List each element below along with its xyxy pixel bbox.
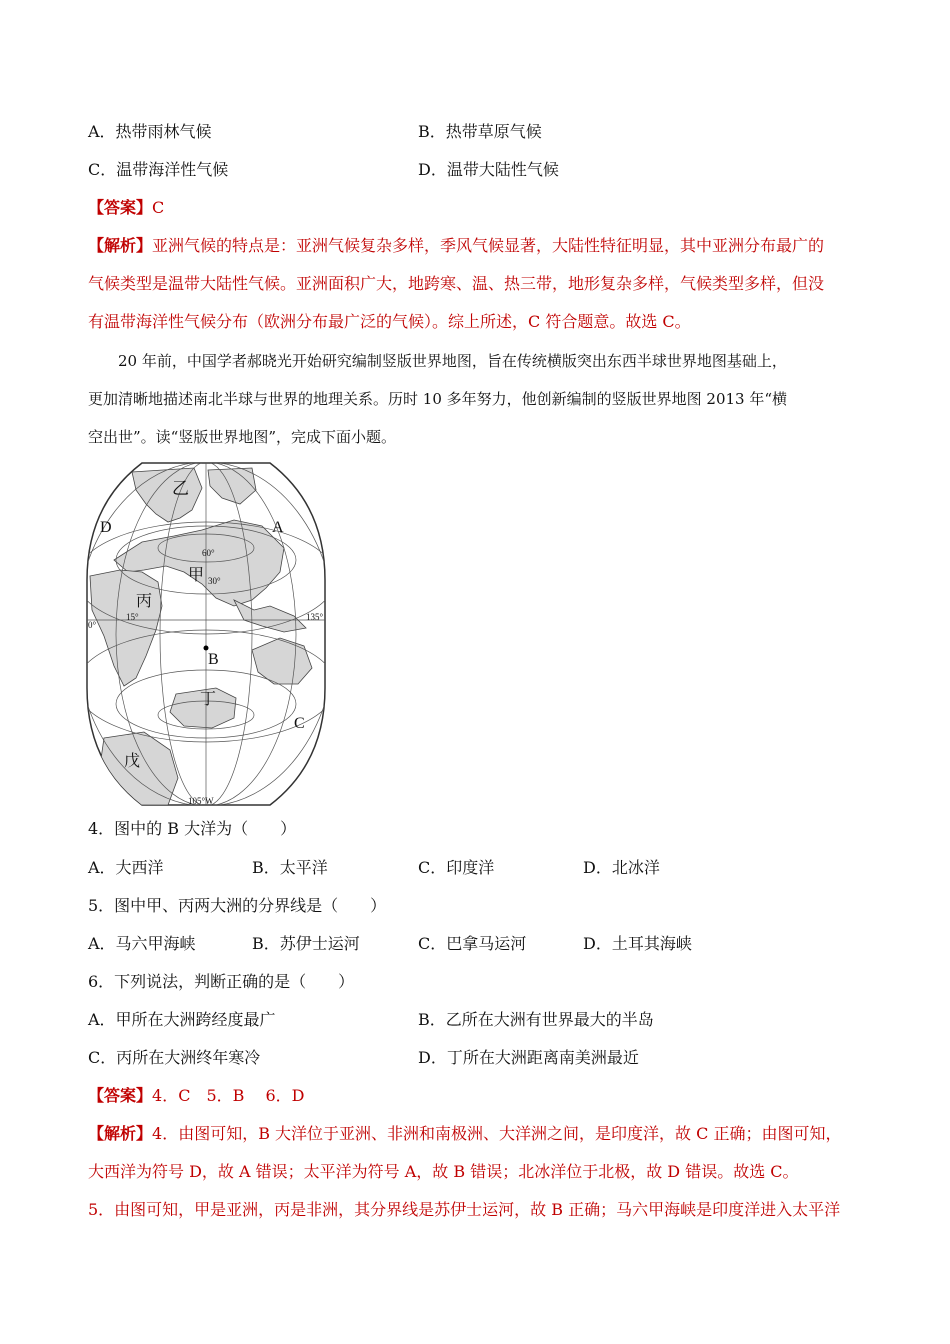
map-label-jia: 甲 (188, 567, 205, 584)
answer-label: 【答案】 (88, 198, 153, 217)
q5-option-c: C．巴拿马运河 (418, 934, 527, 953)
map-label-lon15: 15° (126, 612, 139, 622)
analysis-label: 【解析】 (88, 236, 153, 255)
map-label-lat0: 0° (88, 620, 97, 630)
q6-option-a: A．甲所在大洲跨经度最广 (88, 1010, 276, 1029)
q456-answer (88, 1085, 304, 1107)
map-label-b: B (208, 651, 219, 668)
map-label-c: C (294, 715, 305, 732)
q3-answer (88, 197, 164, 219)
q5-option-a: A．马六甲海峡 (88, 934, 196, 953)
q5-stem: 5．图中甲、丙两大洲的分界线是（ ） (88, 896, 387, 915)
q4-option-b: B．太平洋 (252, 858, 328, 877)
analysis-text: 亚洲气候的特点是：亚洲气候复杂多样，季风气候显著，大陆性特征明显，其中亚洲分布最广的 (152, 236, 825, 255)
q3-option-a: A．热带雨林气候 (88, 122, 212, 141)
map-label-bing: 丙 (136, 593, 153, 610)
map-label-wu: 戊 (124, 753, 141, 770)
map-label-yi: 乙 (172, 479, 189, 498)
q456-analysis-line2: 大西洋为符号 D，故 A 错误；太平洋为符号 A，故 B 错误；北冰洋位于北极，故 D 错误。故选 C。 (88, 1162, 799, 1181)
q4-option-a: A．大西洋 (88, 858, 164, 877)
answer-label: 【答案】 (88, 1086, 153, 1105)
intro-line1: 20 年前，中国学者郝晓光开始研究编制竖版世界地图，旨在传统横版突出东西半球世界地图基础上， (118, 352, 787, 370)
q3-option-b: B．热带草原气候 (418, 122, 542, 141)
q5-option-b: B．苏伊士运河 (252, 934, 360, 953)
q6-option-b: B．乙所在大洲有世界最大的半岛 (418, 1010, 654, 1029)
map-label-lat30: 30° (208, 576, 221, 586)
analysis-text: 4．由图可知，B 大洋位于亚洲、非洲和南极洲、大洋洲之间，是印度洋，故 C 正确；由图可知， (152, 1124, 842, 1143)
q6-stem: 6．下列说法，判断正确的是（ ） (88, 972, 355, 991)
map-label-d: D (100, 519, 112, 536)
map-label-a: A (272, 519, 284, 536)
map-label-lat60: 60° (202, 548, 215, 558)
q6-option-c: C．丙所在大洲终年寒冷 (88, 1048, 261, 1067)
q3-analysis-line2: 气候类型是温带大陆性气候。亚洲面积广大，地跨寒、温、热三带，地形复杂多样，气候类型多样，但没 (88, 274, 825, 293)
q3-option-c: C．温带海洋性气候 (88, 160, 229, 179)
q456-analysis-line3: 5．由图可知，甲是亚洲，丙是非洲，其分界线是苏伊士运河，故 B 正确；马六甲海峡是印度洋进入太平洋 (88, 1200, 841, 1219)
q456-analysis-line1 (88, 1123, 841, 1145)
q3-analysis-line1 (88, 235, 824, 257)
map-label-ding: 丁 (200, 691, 217, 708)
answer-value: 4．C 5．B 6．D (152, 1086, 305, 1105)
vertical-world-map (84, 460, 328, 808)
map-label-lon135: 135° (306, 612, 324, 622)
analysis-label: 【解析】 (88, 1124, 153, 1143)
q3-analysis-line3: 有温带海洋性气候分布（欧洲分布最广泛的气候）。综上所述，C 符合题意。故选 C。 (88, 312, 691, 331)
answer-value: C (152, 198, 165, 217)
q3-option-d: D．温带大陆性气候 (418, 160, 559, 179)
q4-option-d: D．北冰洋 (583, 858, 660, 877)
q6-option-d: D．丁所在大洲距离南美洲最近 (418, 1048, 639, 1067)
q5-option-d: D．土耳其海峡 (583, 934, 692, 953)
q4-option-c: C．印度洋 (418, 858, 495, 877)
intro-line3: 空出世”。读“竖版世界地图”，完成下面小题。 (88, 428, 397, 446)
q4-stem: 4．图中的 B 大洋为（ ） (88, 819, 297, 838)
intro-line2: 更加清晰地描述南北半球与世界的地理关系。历时 10 多年努力，他创新编制的竖版世界地图 2013 年“横 (88, 390, 788, 408)
map-label-lon105w: 105°W (188, 796, 214, 806)
